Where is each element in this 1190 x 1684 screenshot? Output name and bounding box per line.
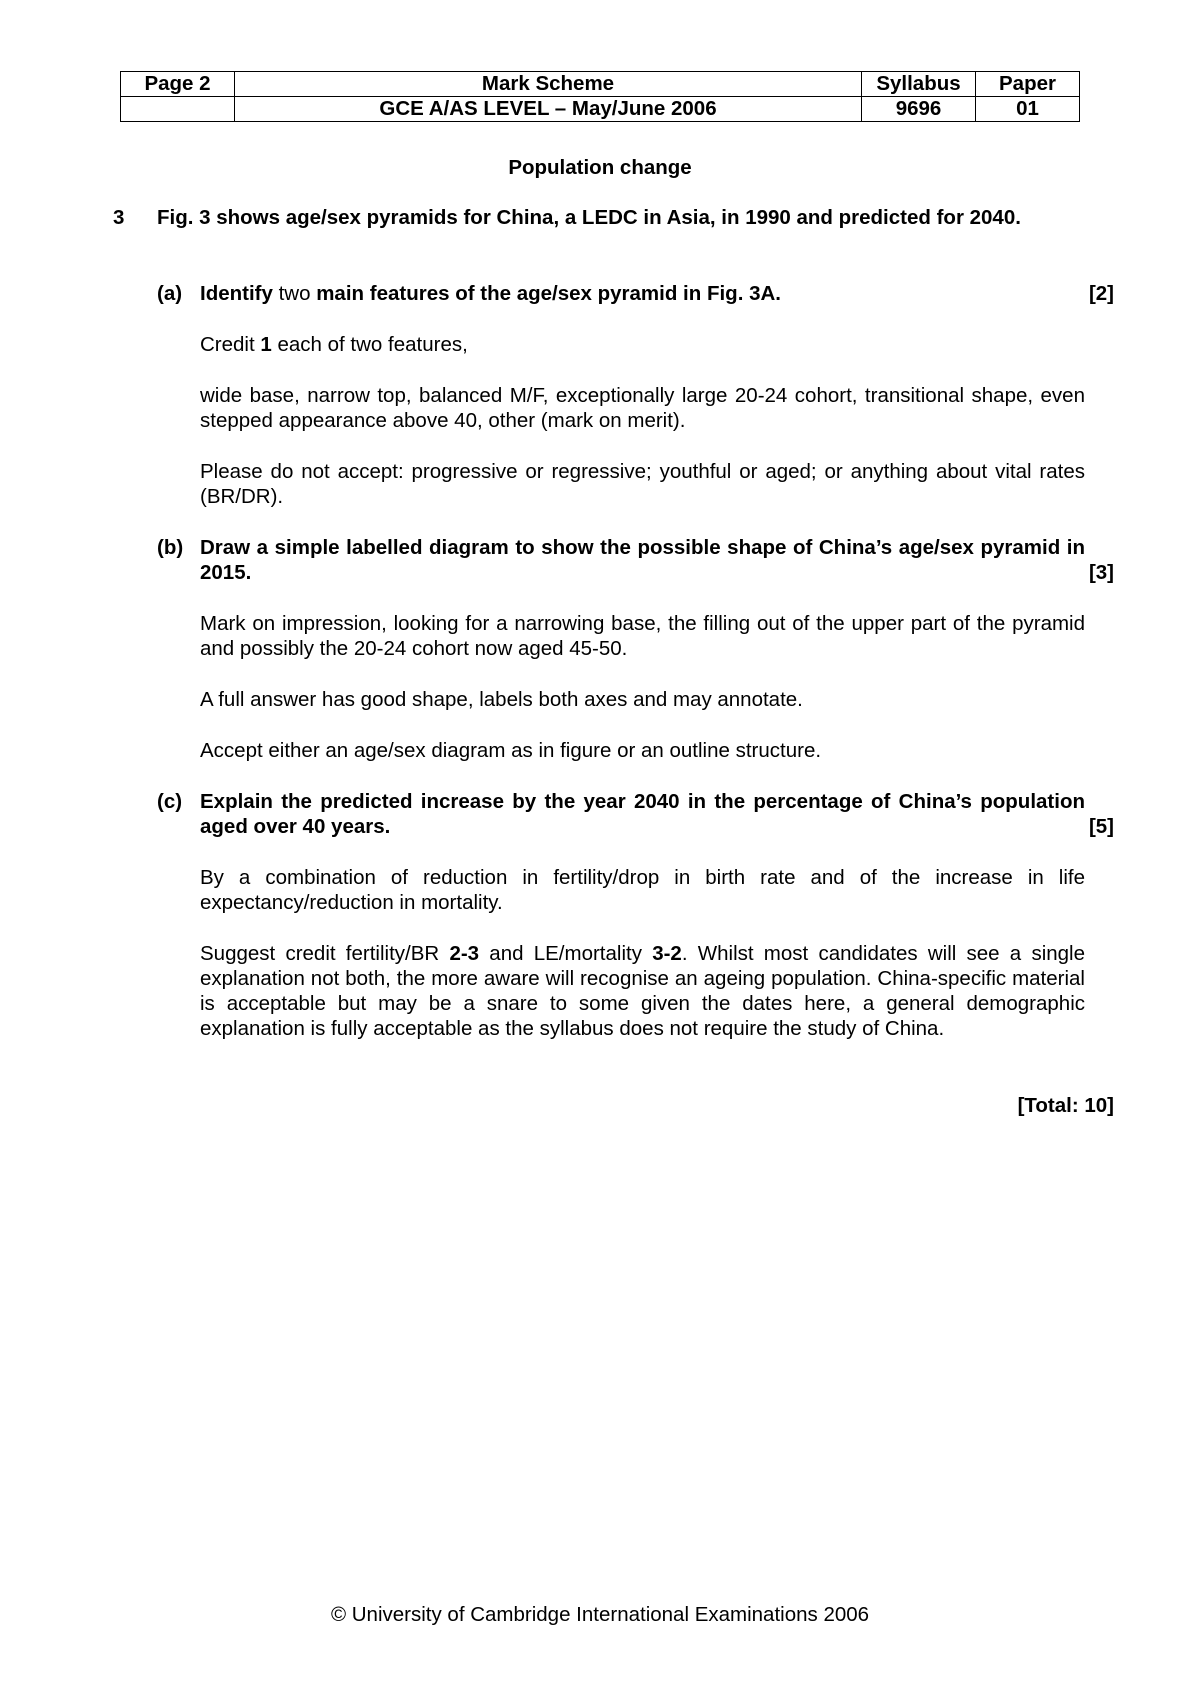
header-syllabus-code: 9696	[862, 97, 976, 122]
header-syllabus: Syllabus	[862, 72, 976, 97]
header-exam-title: GCE A/AS LEVEL – May/June 2006	[235, 97, 862, 122]
header-mark-scheme: Mark Scheme	[235, 72, 862, 97]
header-table	[120, 71, 1080, 122]
part-c-question: Explain the predicted increase by the year 2040 in the percentage of China’s population aged over 40 years.	[200, 790, 1085, 838]
part-c-p1: By a combination of reduction in fertility/drop in birth rate and of the increase in life expectancy/reduction in mortality.	[200, 866, 1085, 914]
part-c-p2-b: 2-3	[449, 942, 480, 965]
header-paper: Paper	[976, 72, 1080, 97]
part-b-p1: Mark on impression, looking for a narrowing base, the filling out of the upper part of the pyramid and possibly the 20-24 cohort now aged 45-50.	[200, 612, 1085, 660]
part-a-question-bold-rest: main features of the age/sex pyramid in Fig. 3A.	[316, 282, 781, 305]
part-a-question-bold: Identify	[200, 282, 273, 305]
part-a-question	[200, 281, 1085, 306]
header-row	[121, 72, 1080, 97]
part-a-credit-post: each of two features,	[271, 333, 468, 356]
part-a-not-accept: Please do not accept: progressive or regressive; youthful or aged; or anything about vital rates (BR/DR).	[200, 460, 1085, 508]
part-c-marks: [5]	[1088, 815, 1114, 838]
part-a-features: wide base, narrow top, balanced M/F, exceptionally large 20-24 cohort, transitional shape, even stepped appearance above 40, other (mark on merit).	[200, 384, 1085, 432]
part-c-p2	[200, 941, 1085, 1041]
part-c-p2-d: 3-2	[652, 942, 682, 965]
part-b-label: (b)	[157, 536, 184, 559]
section-title: Population change	[508, 156, 692, 179]
part-c-p2-a: Suggest credit fertility/BR	[200, 942, 450, 965]
header-paper-number: 01	[976, 97, 1080, 122]
part-a-label: (a)	[157, 282, 183, 305]
part-b-p3: Accept either an age/sex diagram as in figure or an outline structure.	[200, 739, 822, 762]
part-b-question: Draw a simple labelled diagram to show the possible shape of China’s age/sex pyramid in 2015.	[200, 536, 1085, 584]
part-c-p2-e: . Whilst most candidates will see a single explanation not both, the more aware will recognise an ageing population. China-specific material is acceptable but may be a snare to some given the dates here, a general demographic explanation is fully acceptable as the syllabus does not require the study of China.	[200, 942, 1086, 1040]
part-b-marks: [3]	[1088, 561, 1114, 584]
question-text: Fig. 3 shows age/sex pyramids for China, a LEDC in Asia, in 1990 and predicted for 2040.	[157, 206, 1021, 229]
part-a-question-normal: two	[272, 282, 317, 305]
header-page: Page 2	[121, 72, 235, 97]
part-b-p2: A full answer has good shape, labels both axes and may annotate.	[200, 688, 803, 711]
part-c-p2-c: and LE/mortality	[479, 942, 653, 965]
part-a-credit	[200, 332, 1085, 357]
header-row	[121, 97, 1080, 122]
footer-copyright: © University of Cambridge International Examinations 2006	[330, 1603, 870, 1626]
part-a-marks: [2]	[1088, 282, 1114, 305]
part-a-credit-pre: Credit	[200, 333, 261, 356]
total-marks: [Total: 10]	[1017, 1094, 1114, 1117]
question-number: 3	[113, 206, 125, 229]
part-a-credit-num: 1	[260, 333, 272, 356]
header-empty-cell	[121, 97, 235, 122]
part-c-label: (c)	[157, 790, 183, 813]
